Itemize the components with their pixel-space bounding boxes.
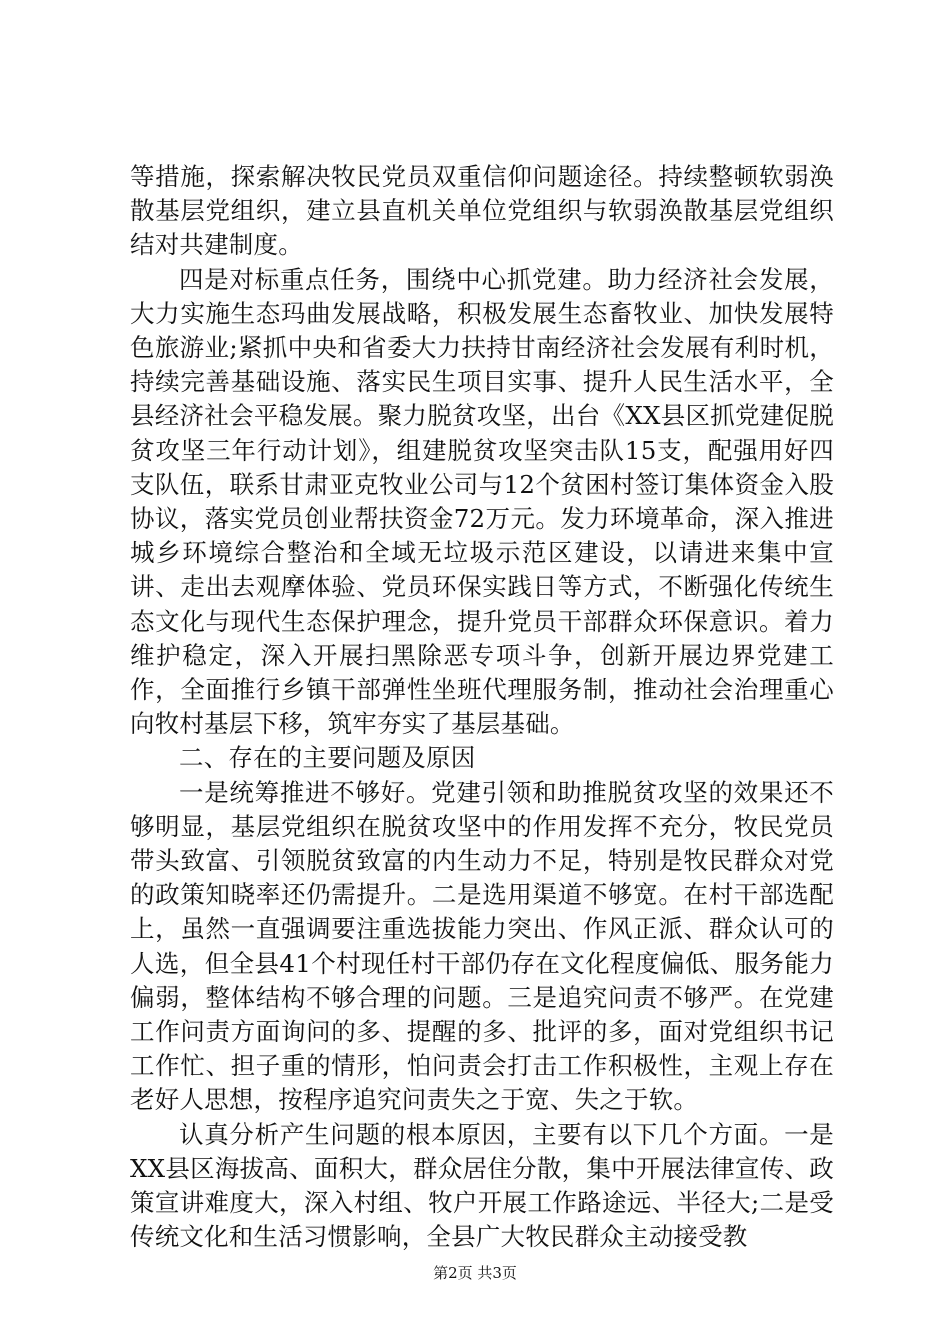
paragraph-3: 一是统筹推进不够好。党建引领和助推脱贫攻坚的效果还不够明显，基层党组织在脱贫攻坚中的作用发挥不充分，牧民党员带头致富、引领脱贫致富的内生动力不足，特别是牧民群众对党的政策知晓率还仍需提升。二是选用渠道不够宽。在村干部选配上，虽然一直强调要注重选拔能力突出、作风正派、群众认可的人选，但全县41个村现任村干部仍存在文化程度偏低、服务能力偏弱，整体结构不够合理的问题。三是追究问责不够严。在党建工作问责方面询问的多、提醒的多、批评的多，面对党组织书记工作忙、担子重的情形，怕问责会打击工作积极性，主观上存在老好人思想，按程序追究问责失之于宽、失之于软。: [130, 777, 834, 1115]
paragraph-1: 等措施，探索解决牧民党员双重信仰问题途径。持续整顿软弱涣散基层党组织，建立县直机关单位党组织与软弱涣散基层党组织结对共建制度。: [130, 162, 834, 260]
document-body: [130, 160, 834, 1255]
paragraph-2: 四是对标重点任务，围绕中心抓党建。助力经济社会发展，大力实施生态玛曲发展战略，积极发展生态畜牧业、加快发展特色旅游业;紧抓中央和省委大力扶持甘南经济社会发展有利时机，持续完善基础设施、落实民生项目实事、提升人民生活水平，全县经济社会平稳发展。聚力脱贫攻坚，出台《XX县区抓党建促脱贫攻坚三年行动计划》，组建脱贫攻坚突击队15支，配强用好四支队伍，联系甘肃亚克牧业公司与12个贫困村签订集体资金入股协议，落实党员创业帮扶资金72万元。发力环境革命，深入推进城乡环境综合整治和全域无垃圾示范区建设，以请进来集中宣讲、走出去观摩体验、党员环保实践日等方式，不断强化传统生态文化与现代生态保护理念，提升党员干部群众环保意识。着力维护稳定，深入开展扫黑除恶专项斗争，创新开展边界党建工作，全面推行乡镇干部弹性坐班代理服务制，推动社会治理重心向牧村基层下移，筑牢夯实了基层基础。: [130, 264, 834, 739]
section-heading: 二、存在的主要问题及原因: [179, 743, 476, 773]
page-footer: 第2页 共3页: [433, 1264, 517, 1282]
paragraph-4: 认真分析产生问题的根本原因，主要有以下几个方面。一是XX县区海拔高、面积大，群众居住分散，集中开展法律宣传、政策宣讲难度大，深入村组、牧户开展工作路途远、半径大;二是受传统文化和生活习惯影响，全县广大牧民群众主动接受教: [130, 1119, 834, 1252]
